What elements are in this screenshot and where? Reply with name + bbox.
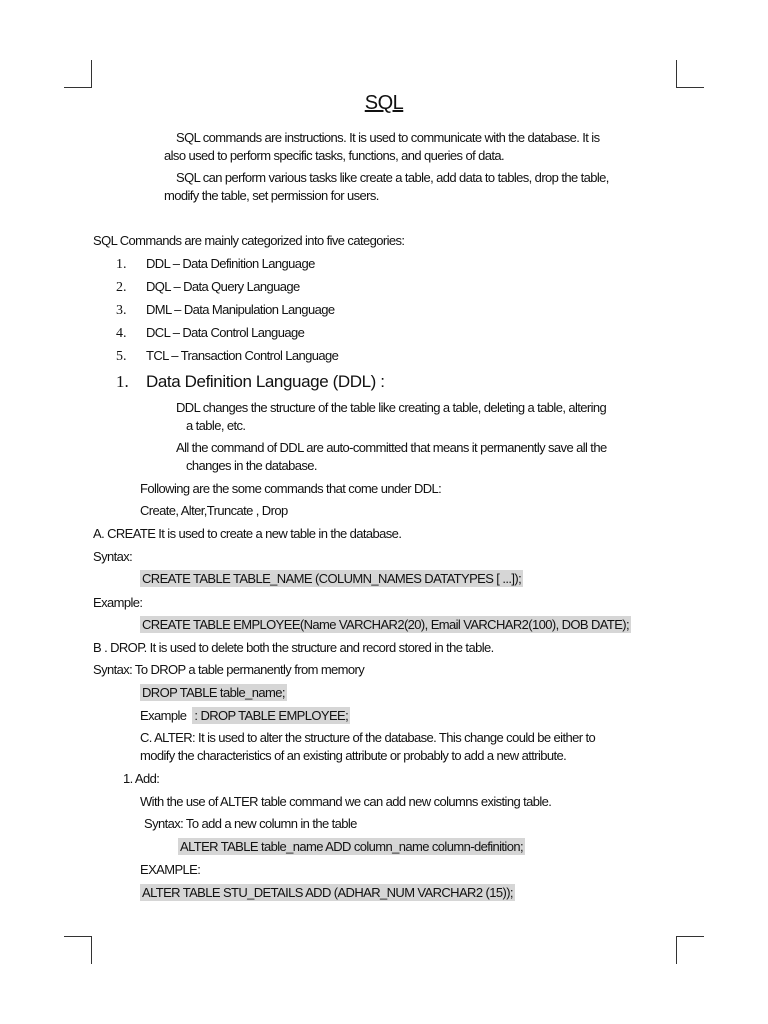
alter-desc-line-2: modify the characteristics of an existing attribute or probably to add a new attribute.	[140, 748, 567, 763]
crop-mark-bottom-right-h	[676, 936, 704, 937]
ddl-desc-line-4: changes in the database.	[186, 458, 317, 473]
create-syntax-label: Syntax:	[93, 549, 133, 564]
page-title: SQL	[364, 92, 404, 114]
intro-line-2: also used to perform specific tasks, functions, and queries of data.	[164, 148, 505, 163]
section-heading-text: Data Definition Language (DDL) :	[146, 372, 385, 391]
category-number: 1.	[116, 257, 127, 272]
crop-mark-top-right-v	[676, 60, 677, 87]
category-text: DQL – Data Query Language	[146, 279, 300, 294]
section-heading-ddl	[116, 372, 385, 392]
crop-mark-top-left-h	[64, 87, 92, 88]
create-example-code	[140, 617, 631, 633]
ddl-commands-intro: Following are the some commands that come under DDL:	[140, 481, 442, 496]
drop-syntax: Syntax: To DROP a table permanently from memory	[93, 662, 365, 677]
category-item	[116, 325, 304, 342]
category-item	[116, 302, 334, 319]
add-example-code	[140, 885, 515, 901]
create-syntax-code	[140, 571, 523, 587]
category-text: DCL – Data Control Language	[146, 325, 305, 340]
crop-mark-top-left-v	[91, 60, 92, 87]
category-item	[116, 279, 300, 296]
drop-syntax-code	[140, 685, 287, 701]
categories-intro: SQL Commands are mainly categorized into five categories:	[93, 233, 405, 248]
add-syntax-code	[178, 839, 525, 855]
drop-example	[140, 708, 350, 724]
category-number: 5.	[116, 349, 127, 364]
ddl-commands-list: Create, Alter,Truncate , Drop	[140, 503, 288, 518]
code-highlight: ALTER TABLE table_name ADD column_name column-definition;	[180, 839, 523, 854]
section-number: 1.	[116, 372, 129, 391]
category-item	[116, 348, 338, 365]
category-number: 2.	[116, 280, 127, 295]
code-highlight: ALTER TABLE STU_DETAILS ADD (ADHAR_NUM VARCHAR2 (15));	[142, 885, 513, 900]
create-example-label: Example:	[93, 595, 143, 610]
add-example-label: EXAMPLE:	[140, 862, 201, 877]
category-text: DML – Data Manipulation Language	[146, 302, 335, 317]
ddl-desc-line-2: a table, etc.	[186, 418, 246, 433]
category-number: 4.	[116, 326, 127, 341]
add-description: With the use of ALTER table command we can add new columns existing table.	[140, 794, 552, 809]
drop-example-label: Example	[140, 708, 187, 723]
code-highlight: : DROP TABLE EMPLOYEE;	[194, 708, 349, 723]
intro-line-1: SQL commands are instructions. It is used to communicate with the database. It is	[176, 130, 600, 145]
crop-mark-bottom-left-h	[64, 936, 92, 937]
code-highlight: CREATE TABLE EMPLOYEE(Name VARCHAR2(20), Email VARCHAR2(100), DOB DATE);	[142, 617, 630, 632]
code-highlight: DROP TABLE table_name;	[142, 685, 285, 700]
crop-mark-bottom-left-v	[91, 936, 92, 964]
code-highlight: CREATE TABLE TABLE_NAME (COLUMN_NAMES DATATYPES [ ...]);	[142, 571, 522, 586]
category-number: 3.	[116, 303, 127, 318]
drop-description: B . DROP. It is used to delete both the structure and record stored in the table.	[93, 640, 494, 655]
crop-mark-bottom-right-v	[676, 936, 677, 964]
create-description: A. CREATE It is used to create a new table in the database.	[93, 526, 402, 541]
alter-desc-line-1: C. ALTER: It is used to alter the structure of the database. This change could be either to	[140, 730, 596, 745]
add-heading: 1. Add:	[123, 771, 160, 786]
add-syntax: Syntax: To add a new column in the table	[144, 816, 357, 831]
category-text: DDL – Data Definition Language	[146, 256, 315, 271]
ddl-desc-line-1: DDL changes the structure of the table like creating a table, deleting a table, altering	[176, 400, 607, 415]
crop-mark-top-right-h	[676, 87, 704, 88]
ddl-desc-line-3: All the command of DDL are auto-committed that means it permanently save all the	[176, 440, 607, 455]
intro-line-4: modify the table, set permission for users.	[164, 188, 379, 203]
intro-line-3: SQL can perform various tasks like create a table, add data to tables, drop the table,	[176, 170, 609, 185]
category-text: TCL – Transaction Control Language	[146, 348, 339, 363]
category-item	[116, 256, 315, 273]
